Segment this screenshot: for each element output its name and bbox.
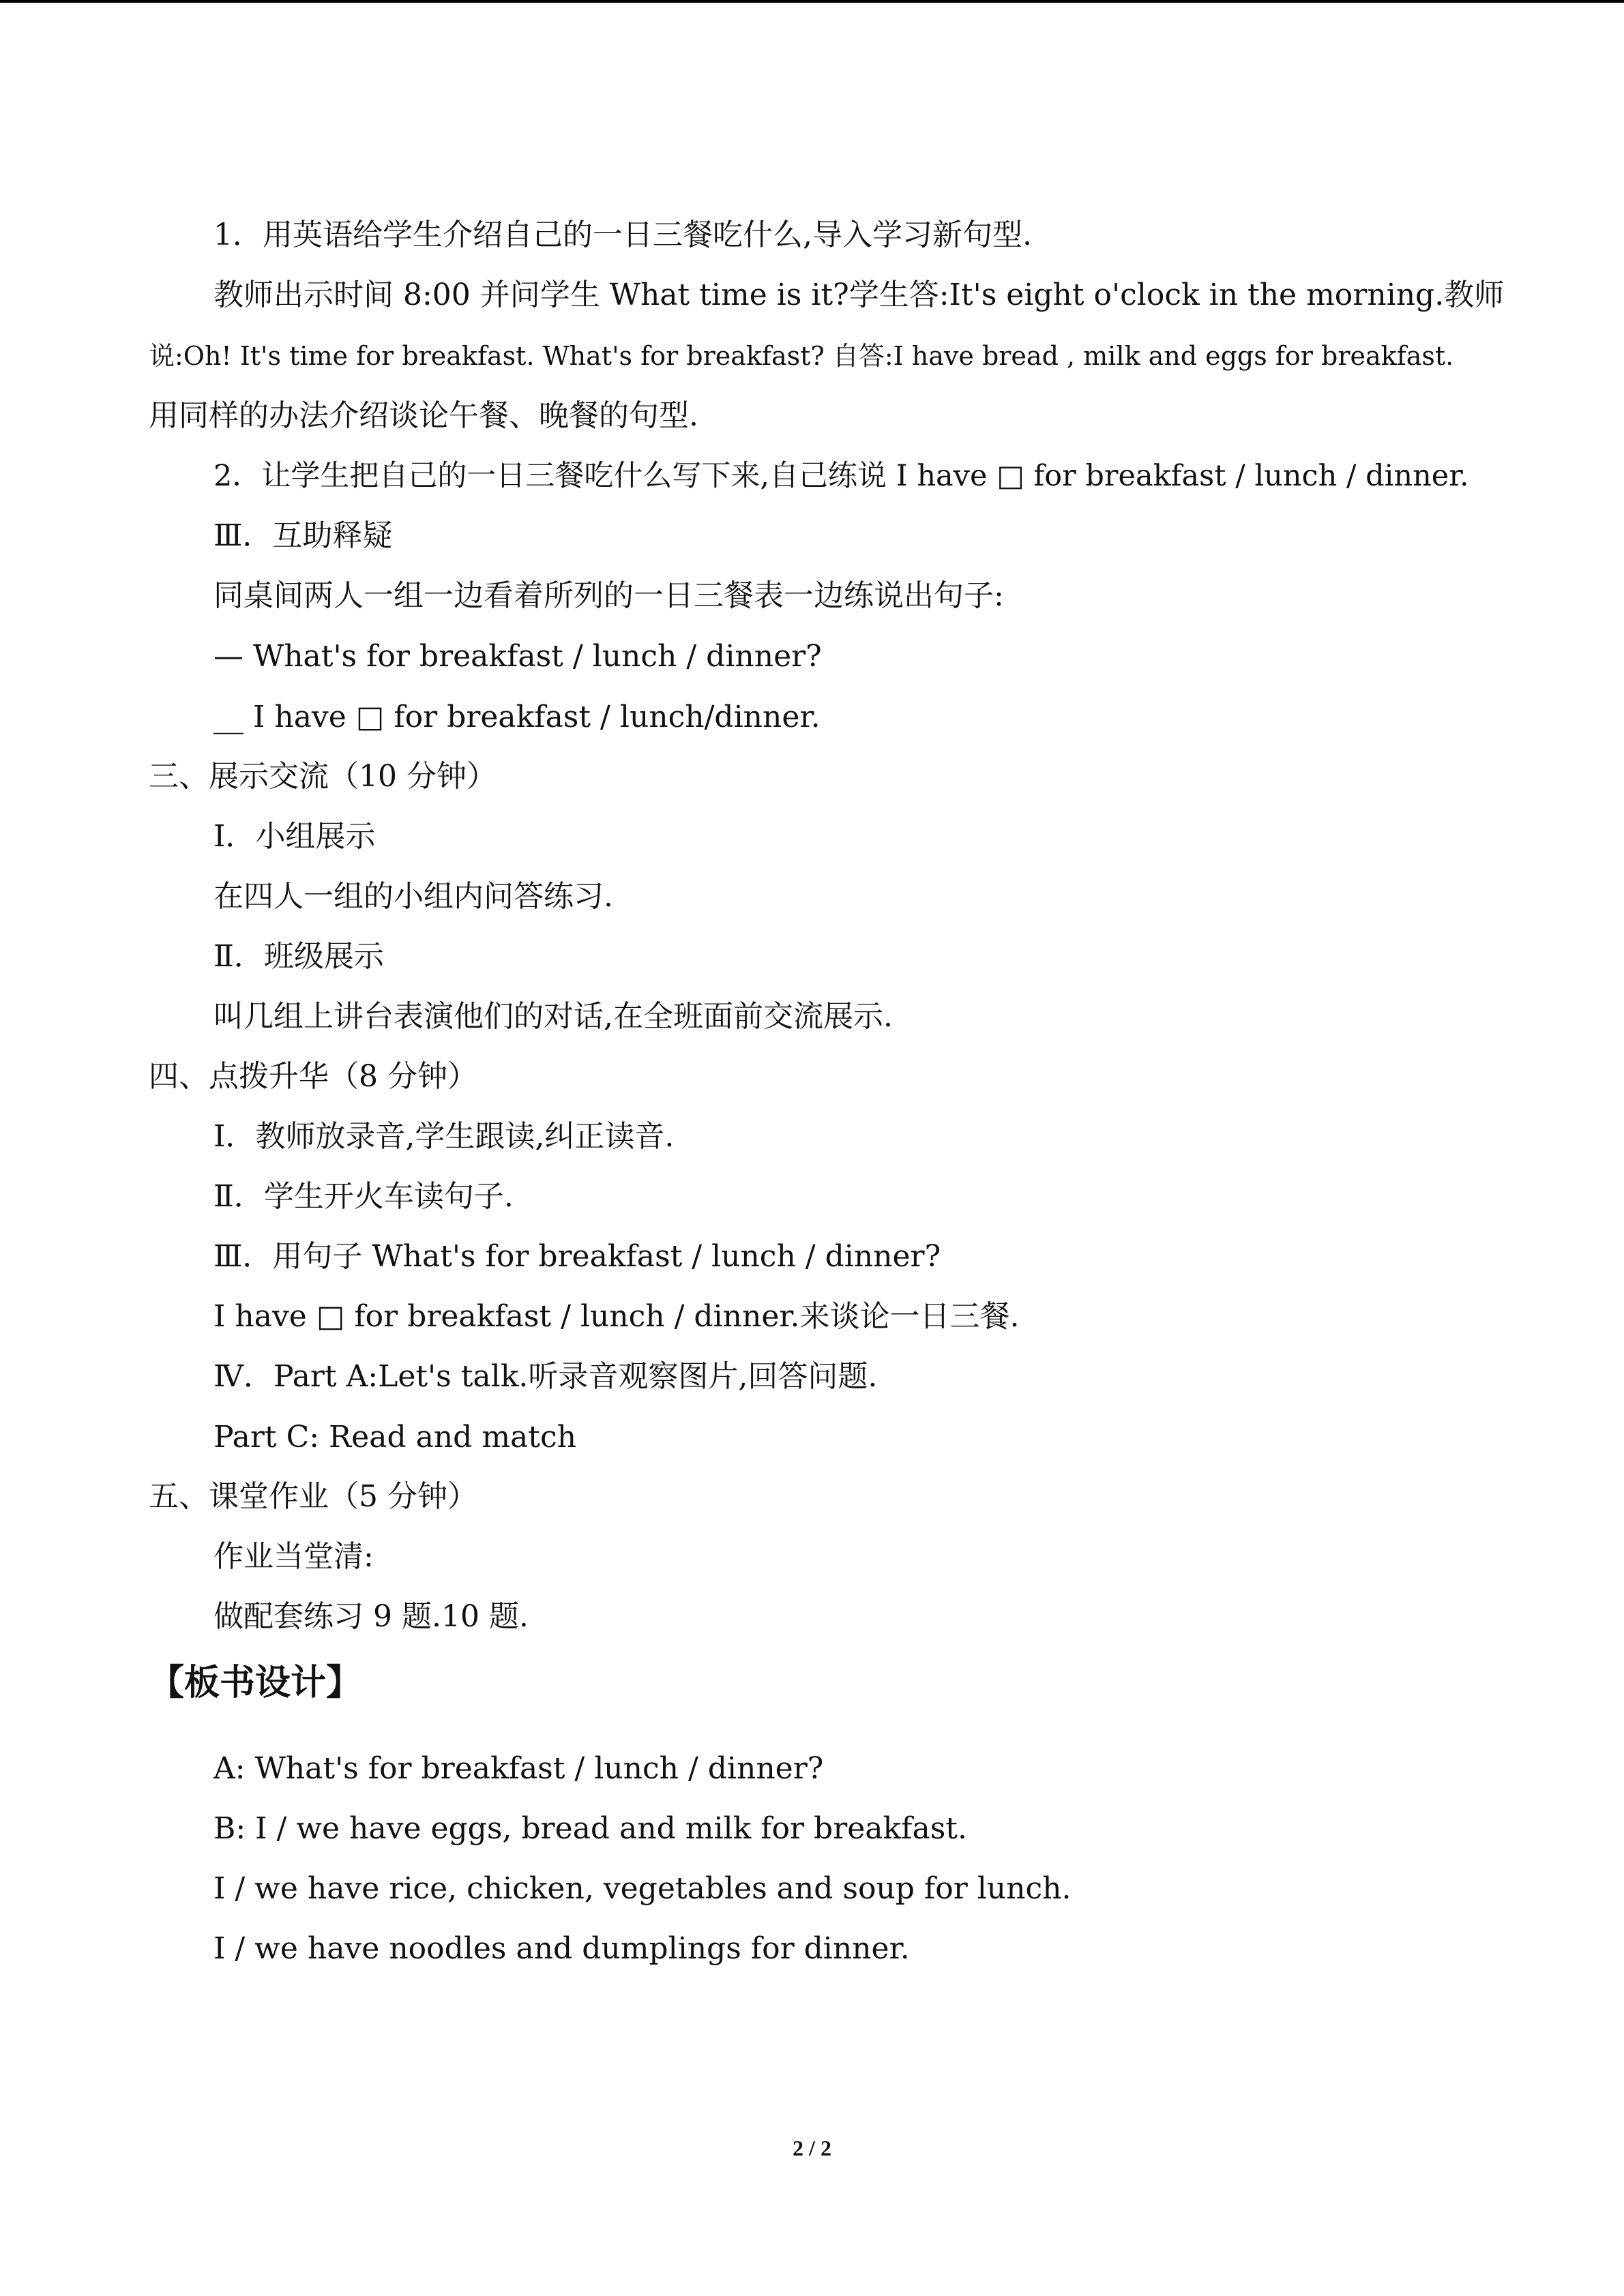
section-heading-3: 三、展示交流（10 分钟） [149,759,497,794]
step-recording: Ⅰ．教师放录音,学生跟读,纠正读音. [213,1119,675,1154]
board-line-question: A: What's for breakfast / lunch / dinner? [213,1751,824,1786]
board-line-dinner: I / we have noodles and dumplings for dinner. [213,1931,910,1966]
paragraph-teacher-demo-line-3: 用同样的办法介绍谈论午餐、晚餐的句型. [149,398,698,433]
board-line-lunch: I / we have rice, chicken, vegetables and soup for lunch. [213,1871,1072,1906]
paragraph-step-1: 1．用英语给学生介绍自己的一日三餐吃什么,导入学习新句型. [213,218,1032,252]
board-design-heading: 【板书设计】 [149,1663,362,1703]
board-line-breakfast: B: I / we have eggs, bread and milk for breakfast. [213,1811,967,1846]
step-train-reading: Ⅱ．学生开火车读句子. [213,1179,514,1214]
subheading-class-show: Ⅱ．班级展示 [213,939,384,974]
page-number: 2 / 2 [793,2136,831,2160]
paragraph-pair-work: 同桌间两人一组一边看着所列的一日三餐表一边练说出句子: [213,578,1004,613]
paragraph-homework-intro: 作业当堂清: [213,1539,374,1574]
step-use-sentence-cont: I have □ for breakfast / lunch / dinner.来谈论一日三餐. [213,1299,1020,1334]
step-part-a: Ⅳ．Part A:Let's talk.听录音观察图片,回答问题. [213,1359,878,1394]
paragraph-homework-task: 做配套练习 9 题.10 题. [213,1599,529,1634]
subheading-group-show: Ⅰ．小组展示 [213,819,376,854]
dialogue-question: — What's for breakfast / lunch / dinner? [213,639,822,674]
subheading-mutual-help: Ⅲ．互助释疑 [213,518,393,553]
step-use-sentence: Ⅲ．用句子 What's for breakfast / lunch / dinner? [213,1239,941,1274]
paragraph-group-practice: 在四人一组的小组内问答练习. [213,879,613,914]
section-heading-4: 四、点拨升华（8 分钟） [149,1059,477,1094]
paragraph-class-performance: 叫几组上讲台表演他们的对话,在全班面前交流展示. [213,999,893,1034]
paragraph-teacher-demo-line-2: 说:Oh! It's time for breakfast. What's for breakfast? 自答:I have bread , milk and eggs for breakfast. [149,341,1454,371]
paragraph-teacher-demo-line-1: 教师出示时间 8:00 并问学生 What time is it?学生答:It's eight o'clock in the morning.教师 [213,278,1505,312]
step-part-c: Part C: Read and match [213,1420,576,1455]
dialogue-answer: __ I have □ for breakfast / lunch/dinner. [213,700,821,734]
section-heading-5: 五、课堂作业（5 分钟） [149,1479,477,1514]
paragraph-step-2: 2．让学生把自己的一日三餐吃什么写下来,自己练说 I have □ for breakfast / lunch / dinner. [213,459,1469,493]
